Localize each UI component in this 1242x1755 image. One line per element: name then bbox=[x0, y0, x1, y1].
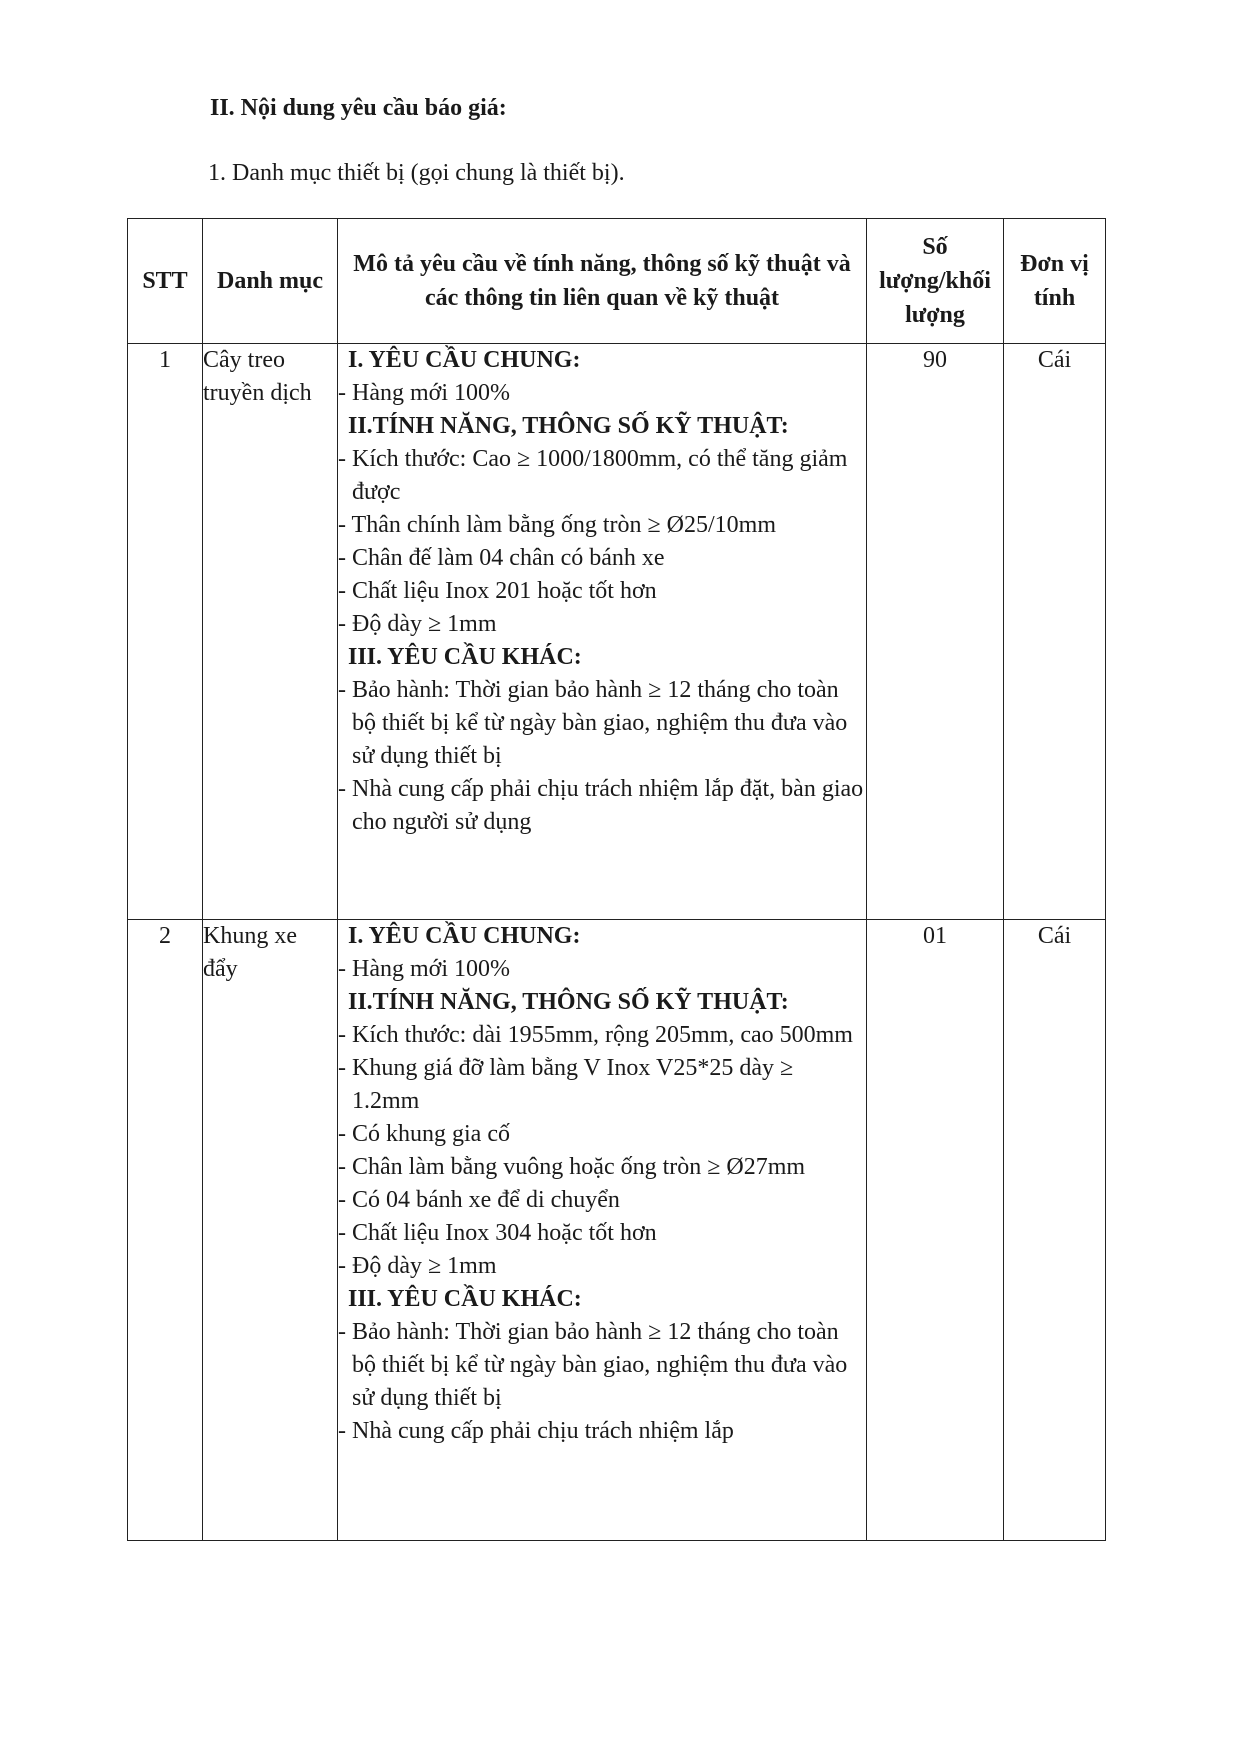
spec-item: - Chân làm bằng vuông hoặc ống tròn ≥ Ø27mm bbox=[338, 1154, 806, 1180]
spec-item: - Chất liệu Inox 304 hoặc tốt hơn bbox=[338, 1220, 657, 1246]
row-stt: 1 bbox=[128, 344, 203, 920]
section-title: I. YÊU CẦU CHUNG: bbox=[348, 923, 581, 949]
table-row bbox=[128, 344, 1106, 920]
table-row bbox=[128, 920, 1106, 1541]
spec-item: - Thân chính làm bằng ống tròn ≥ Ø25/10mm bbox=[338, 512, 776, 538]
spec-item: - Bảo hành: Thời gian bảo hành ≥ 12 tháng cho toàn bộ thiết bị kể từ ngày bàn giao, nghiệm thu đưa vào sử dụng thiết bị bbox=[338, 1319, 848, 1411]
equipment-table bbox=[127, 218, 1106, 1541]
section-title: III. YÊU CẦU KHÁC: bbox=[348, 644, 582, 670]
table-header-row bbox=[128, 219, 1106, 344]
header-description: Mô tả yêu cầu về tính năng, thông số kỹ thuật và các thông tin liên quan về kỹ thuật bbox=[338, 219, 867, 344]
spec-item: - Độ dày ≥ 1mm bbox=[338, 1253, 497, 1279]
section-title: II.TÍNH NĂNG, THÔNG SỐ KỸ THUẬT: bbox=[348, 413, 789, 439]
row-description bbox=[338, 344, 867, 920]
header-stt: STT bbox=[128, 219, 203, 344]
row-quantity: 01 bbox=[867, 920, 1004, 1541]
row-unit: Cái bbox=[1004, 920, 1106, 1541]
row-unit: Cái bbox=[1004, 344, 1106, 920]
row-name: Cây treo truyền dịch bbox=[203, 344, 338, 920]
subsection-title: 1. Danh mục thiết bị (gọi chung là thiết bị). bbox=[208, 160, 625, 186]
spec-item: - Kích thước: Cao ≥ 1000/1800mm, có thể tăng giảm được bbox=[338, 446, 848, 505]
spec-item: - Chất liệu Inox 201 hoặc tốt hơn bbox=[338, 578, 657, 604]
row-stt: 2 bbox=[128, 920, 203, 1541]
spec-item: - Có khung gia cố bbox=[338, 1121, 510, 1147]
section-title: III. YÊU CẦU KHÁC: bbox=[348, 1286, 582, 1312]
spec-item: - Hàng mới 100% bbox=[338, 380, 510, 406]
section-title: I. YÊU CẦU CHUNG: bbox=[348, 347, 581, 373]
spec-item: - Nhà cung cấp phải chịu trách nhiệm lắp đặt, bàn giao cho người sử dụng bbox=[338, 776, 864, 835]
header-unit: Đơn vị tính bbox=[1004, 219, 1106, 344]
spec-item: - Nhà cung cấp phải chịu trách nhiệm lắp bbox=[338, 1418, 734, 1444]
spec-item: - Có 04 bánh xe để di chuyển bbox=[338, 1187, 620, 1213]
header-quantity: Số lượng/khối lượng bbox=[867, 219, 1004, 344]
spec-item: - Bảo hành: Thời gian bảo hành ≥ 12 tháng cho toàn bộ thiết bị kể từ ngày bàn giao, nghiệm thu đưa vào sử dụng thiết bị bbox=[338, 677, 848, 769]
section-heading: II. Nội dung yêu cầu báo giá: bbox=[210, 95, 507, 121]
spec-item: - Độ dày ≥ 1mm bbox=[338, 611, 497, 637]
row-quantity: 90 bbox=[867, 344, 1004, 920]
spec-item: - Khung giá đỡ làm bằng V Inox V25*25 dày ≥ 1.2mm bbox=[338, 1055, 794, 1114]
row-name: Khung xe đẩy bbox=[203, 920, 338, 1541]
header-name: Danh mục bbox=[203, 219, 338, 344]
spec-item: - Chân đế làm 04 chân có bánh xe bbox=[338, 545, 665, 571]
spec-item: - Hàng mới 100% bbox=[338, 956, 510, 982]
row-description bbox=[338, 920, 867, 1541]
section-title: II.TÍNH NĂNG, THÔNG SỐ KỸ THUẬT: bbox=[348, 989, 789, 1015]
spec-item: - Kích thước: dài 1955mm, rộng 205mm, cao 500mm bbox=[338, 1022, 853, 1048]
